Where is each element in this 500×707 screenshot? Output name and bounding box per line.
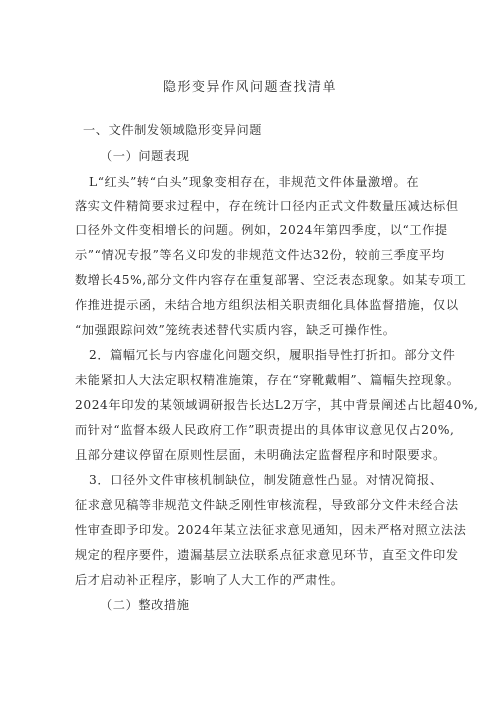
- document-title: 隐形变异作风问题查找清单: [162, 80, 337, 95]
- paragraph-3-line: 性审查即予印发。2024年某立法征求意见通知，因未严格对照立法法: [75, 523, 467, 537]
- paragraph-3-line: 后才启动补正程序，影响了人大工作的严肃性。: [75, 573, 344, 587]
- paragraph-1-line: “加强跟踪问效”笼统表述替代实质内容，缺乏可操作性。: [75, 323, 396, 337]
- subsection-heading-measures: （二）整改措施: [100, 598, 190, 612]
- section-heading-1: 一、文件制发领域隐形变异问题: [83, 123, 263, 137]
- paragraph-3-line: 征求意见稿等非规范文件缺乏刚性审核流程，导致部分文件未经合法: [75, 498, 459, 512]
- paragraph-1-line: 数增长45%,部分文件内容存在重复部署、空泛表态现象。如某专项工: [75, 273, 467, 287]
- paragraph-3-line: 3．口径外文件审核机制缺位，制发随意性凸显。对情况简报、: [89, 473, 443, 487]
- paragraph-2-line: 2024年印发的某领域调研报告长达L2万字，其中背景阐述占比超40%,: [75, 398, 479, 412]
- paragraph-3-line: 规定的程序要件，遗漏基层立法联系点征求意见环节，直至文件印发: [75, 548, 459, 562]
- paragraph-2-line: 未能紧扣人大法定职权精准施策，存在“穿靴戴帽”、篇幅失控现象。: [75, 373, 460, 387]
- paragraph-1-line: 口径外文件变相增长的问题。例如，2024年第四季度，以“工作提: [75, 223, 448, 237]
- paragraph-2-line: 而针对“监督本级人民政府工作”职责提出的具体审议意见仅占20%,: [75, 423, 455, 437]
- paragraph-1-line: L“红头”转“白头”现象变相存在，非规范文件体量激增。在: [89, 175, 420, 189]
- paragraph-1-line: 作推进提示函，未结合地方组织法相关职责细化具体监督措施，仅以: [75, 298, 459, 312]
- paragraph-2-line: 2．篇幅冗长与内容虚化问题交织，履职指导性打折扣。部分文件: [89, 348, 456, 362]
- paragraph-1-line: 示”“情况专报”等名义印发的非规范文件达32份，较前三季度平均: [75, 248, 445, 262]
- paragraph-2-line: 且部分建议停留在原则性层面，未明确法定监督程序和时限要求。: [75, 448, 446, 462]
- subsection-heading-problems: （一）问题表现: [100, 149, 190, 163]
- paragraph-1-line: 落实文件精简要求过程中，存在统计口径内正式文件数量压减达标但: [75, 199, 459, 213]
